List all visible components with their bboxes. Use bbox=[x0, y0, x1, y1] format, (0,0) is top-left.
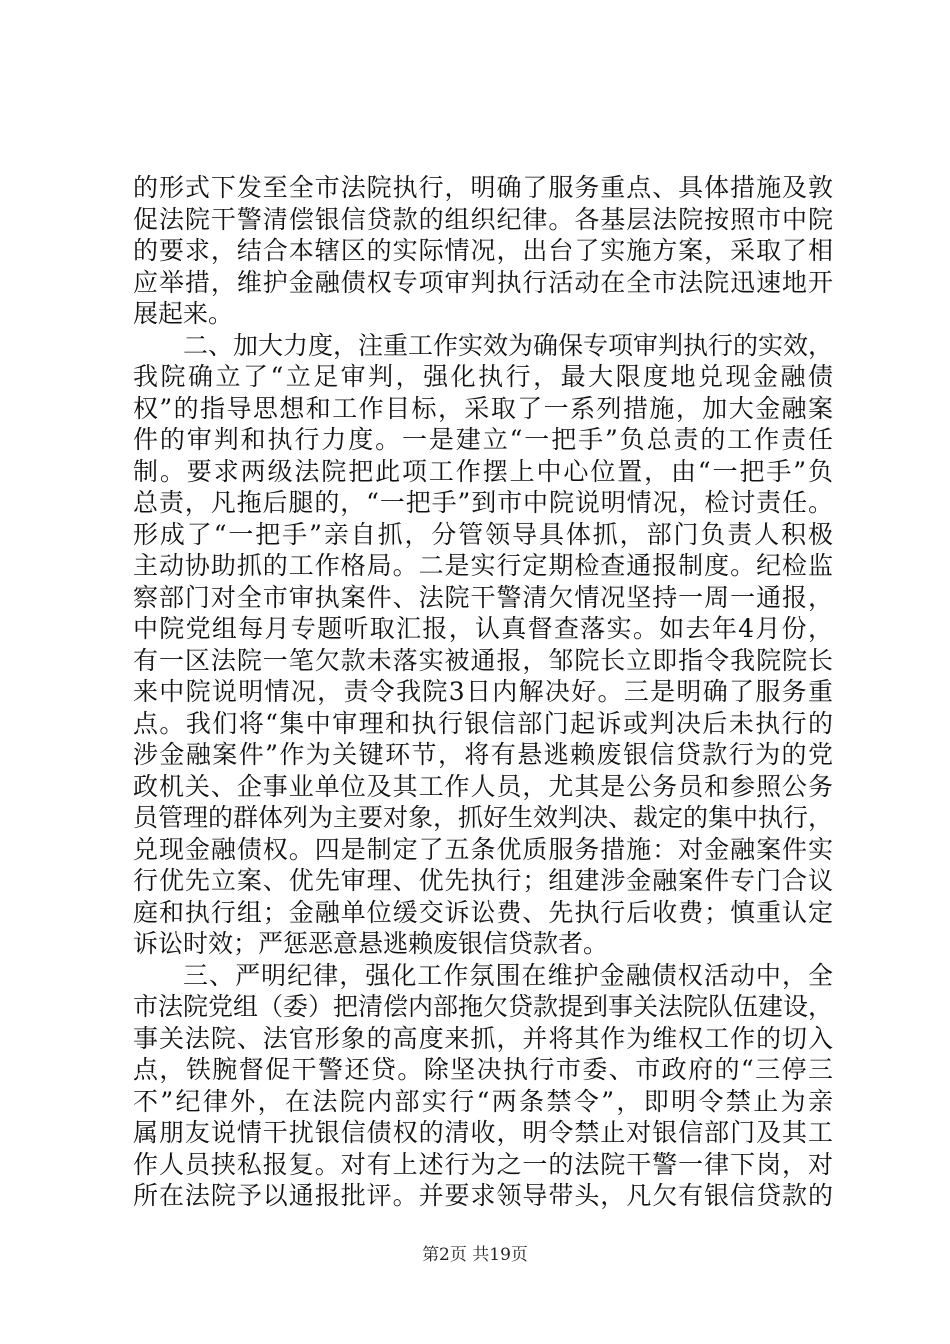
text-line: 来中院说明情况，责令我院3日内解决好。三是明确了服务重 bbox=[133, 677, 833, 706]
text-line: 三、严明纪律，强化工作氛围在维护金融债权活动中，全 bbox=[183, 960, 833, 990]
text-line: 事关法院、法官形象的高度来抓，并将其作为维权工作的切入 bbox=[133, 1023, 833, 1053]
text-line: 有一区法院一笔欠款未落实被通报，邹院长立即指令我院院长 bbox=[133, 645, 833, 675]
text-line: 二、加大力度，注重工作实效为确保专项审判执行的实效， bbox=[183, 330, 834, 360]
text-line: 所在法院予以通报批评。并要求领导带头，凡欠有银信贷款的 bbox=[133, 1181, 833, 1210]
text-line: 作人员挟私报复。对有上述行为之一的法院干警一律下岗，对 bbox=[133, 1149, 833, 1179]
text-line: 涉金融案件”作为关键环节，将有悬逃赖废银信贷款行为的党 bbox=[133, 740, 833, 769]
text-line: 权”的指导思想和工作目标，采取了一系列措施，加大金融案 bbox=[133, 393, 833, 423]
text-line: 点。我们将“集中审理和执行银信部门起诉或判决后未执行的 bbox=[133, 708, 833, 738]
page-footer: 第2页 共19页 bbox=[422, 1245, 528, 1265]
text-line: 市法院党组（委）把清偿内部拖欠贷款提到事关法院队伍建设， bbox=[133, 992, 834, 1021]
text-line: 诉讼时效；严惩恶意悬逃赖废银信贷款者。 bbox=[133, 929, 609, 958]
text-line: 行优先立案、优先审理、优先执行；组建涉金融案件专门合议 bbox=[133, 866, 833, 895]
text-line: 属朋友说情干扰银信债权的清收，明令禁止对银信部门及其工 bbox=[133, 1118, 833, 1147]
text-line: 总责，凡拖后腿的，“一把手”到市中院说明情况，检讨责任。 bbox=[133, 488, 833, 517]
text-line: 展起来。 bbox=[133, 299, 234, 328]
text-line: 制。要求两级法院把此项工作摆上中心位置，由“一把手”负 bbox=[133, 456, 833, 486]
text-line: 促法院干警清偿银信贷款的组织纪律。各基层法院按照市中院 bbox=[133, 204, 833, 234]
text-line: 兑现金融债权。四是制定了五条优质服务措施：对金融案件实 bbox=[133, 834, 833, 864]
text-line: 庭和执行组；金融单位缓交诉讼费、先执行后收费；慎重认定 bbox=[133, 897, 833, 927]
text-line: 的形式下发至全市法院执行，明确了服务重点、具体措施及敦 bbox=[133, 173, 833, 202]
text-line: 员管理的群体列为主要对象，抓好生效判决、裁定的集中执行， bbox=[133, 803, 834, 832]
text-line: 应举措，维护金融债权专项审判执行活动在全市法院迅速地开 bbox=[133, 267, 833, 297]
text-line: 中院党组每月专题听取汇报，认真督查落实。如去年4月份， bbox=[133, 614, 833, 643]
text-line: 点，铁腕督促干警还贷。除坚决执行市委、市政府的“三停三 bbox=[133, 1055, 833, 1084]
text-line: 主动协助抓的工作格局。二是实行定期检查通报制度。纪检监 bbox=[133, 551, 833, 580]
text-line: 我院确立了“立足审判，强化执行，最大限度地兑现金融债 bbox=[133, 362, 833, 391]
text-line: 不”纪律外，在法院内部实行“两条禁令”，即明令禁止为亲 bbox=[133, 1086, 833, 1116]
text-line: 的要求，结合本辖区的实际情况，出台了实施方案，采取了相 bbox=[133, 236, 833, 265]
document-body bbox=[133, 172, 833, 1212]
text-line: 政机关、企事业单位及其工作人员，尤其是公务员和参照公务 bbox=[133, 771, 833, 801]
text-line: 察部门对全市审执案件、法院干警清欠情况坚持一周一通报， bbox=[133, 582, 833, 612]
text-line: 形成了“一把手”亲自抓，分管领导具体抓，部门负责人积极 bbox=[133, 519, 833, 549]
text-line: 件的审判和执行力度。一是建立“一把手”负总责的工作责任 bbox=[133, 425, 833, 454]
